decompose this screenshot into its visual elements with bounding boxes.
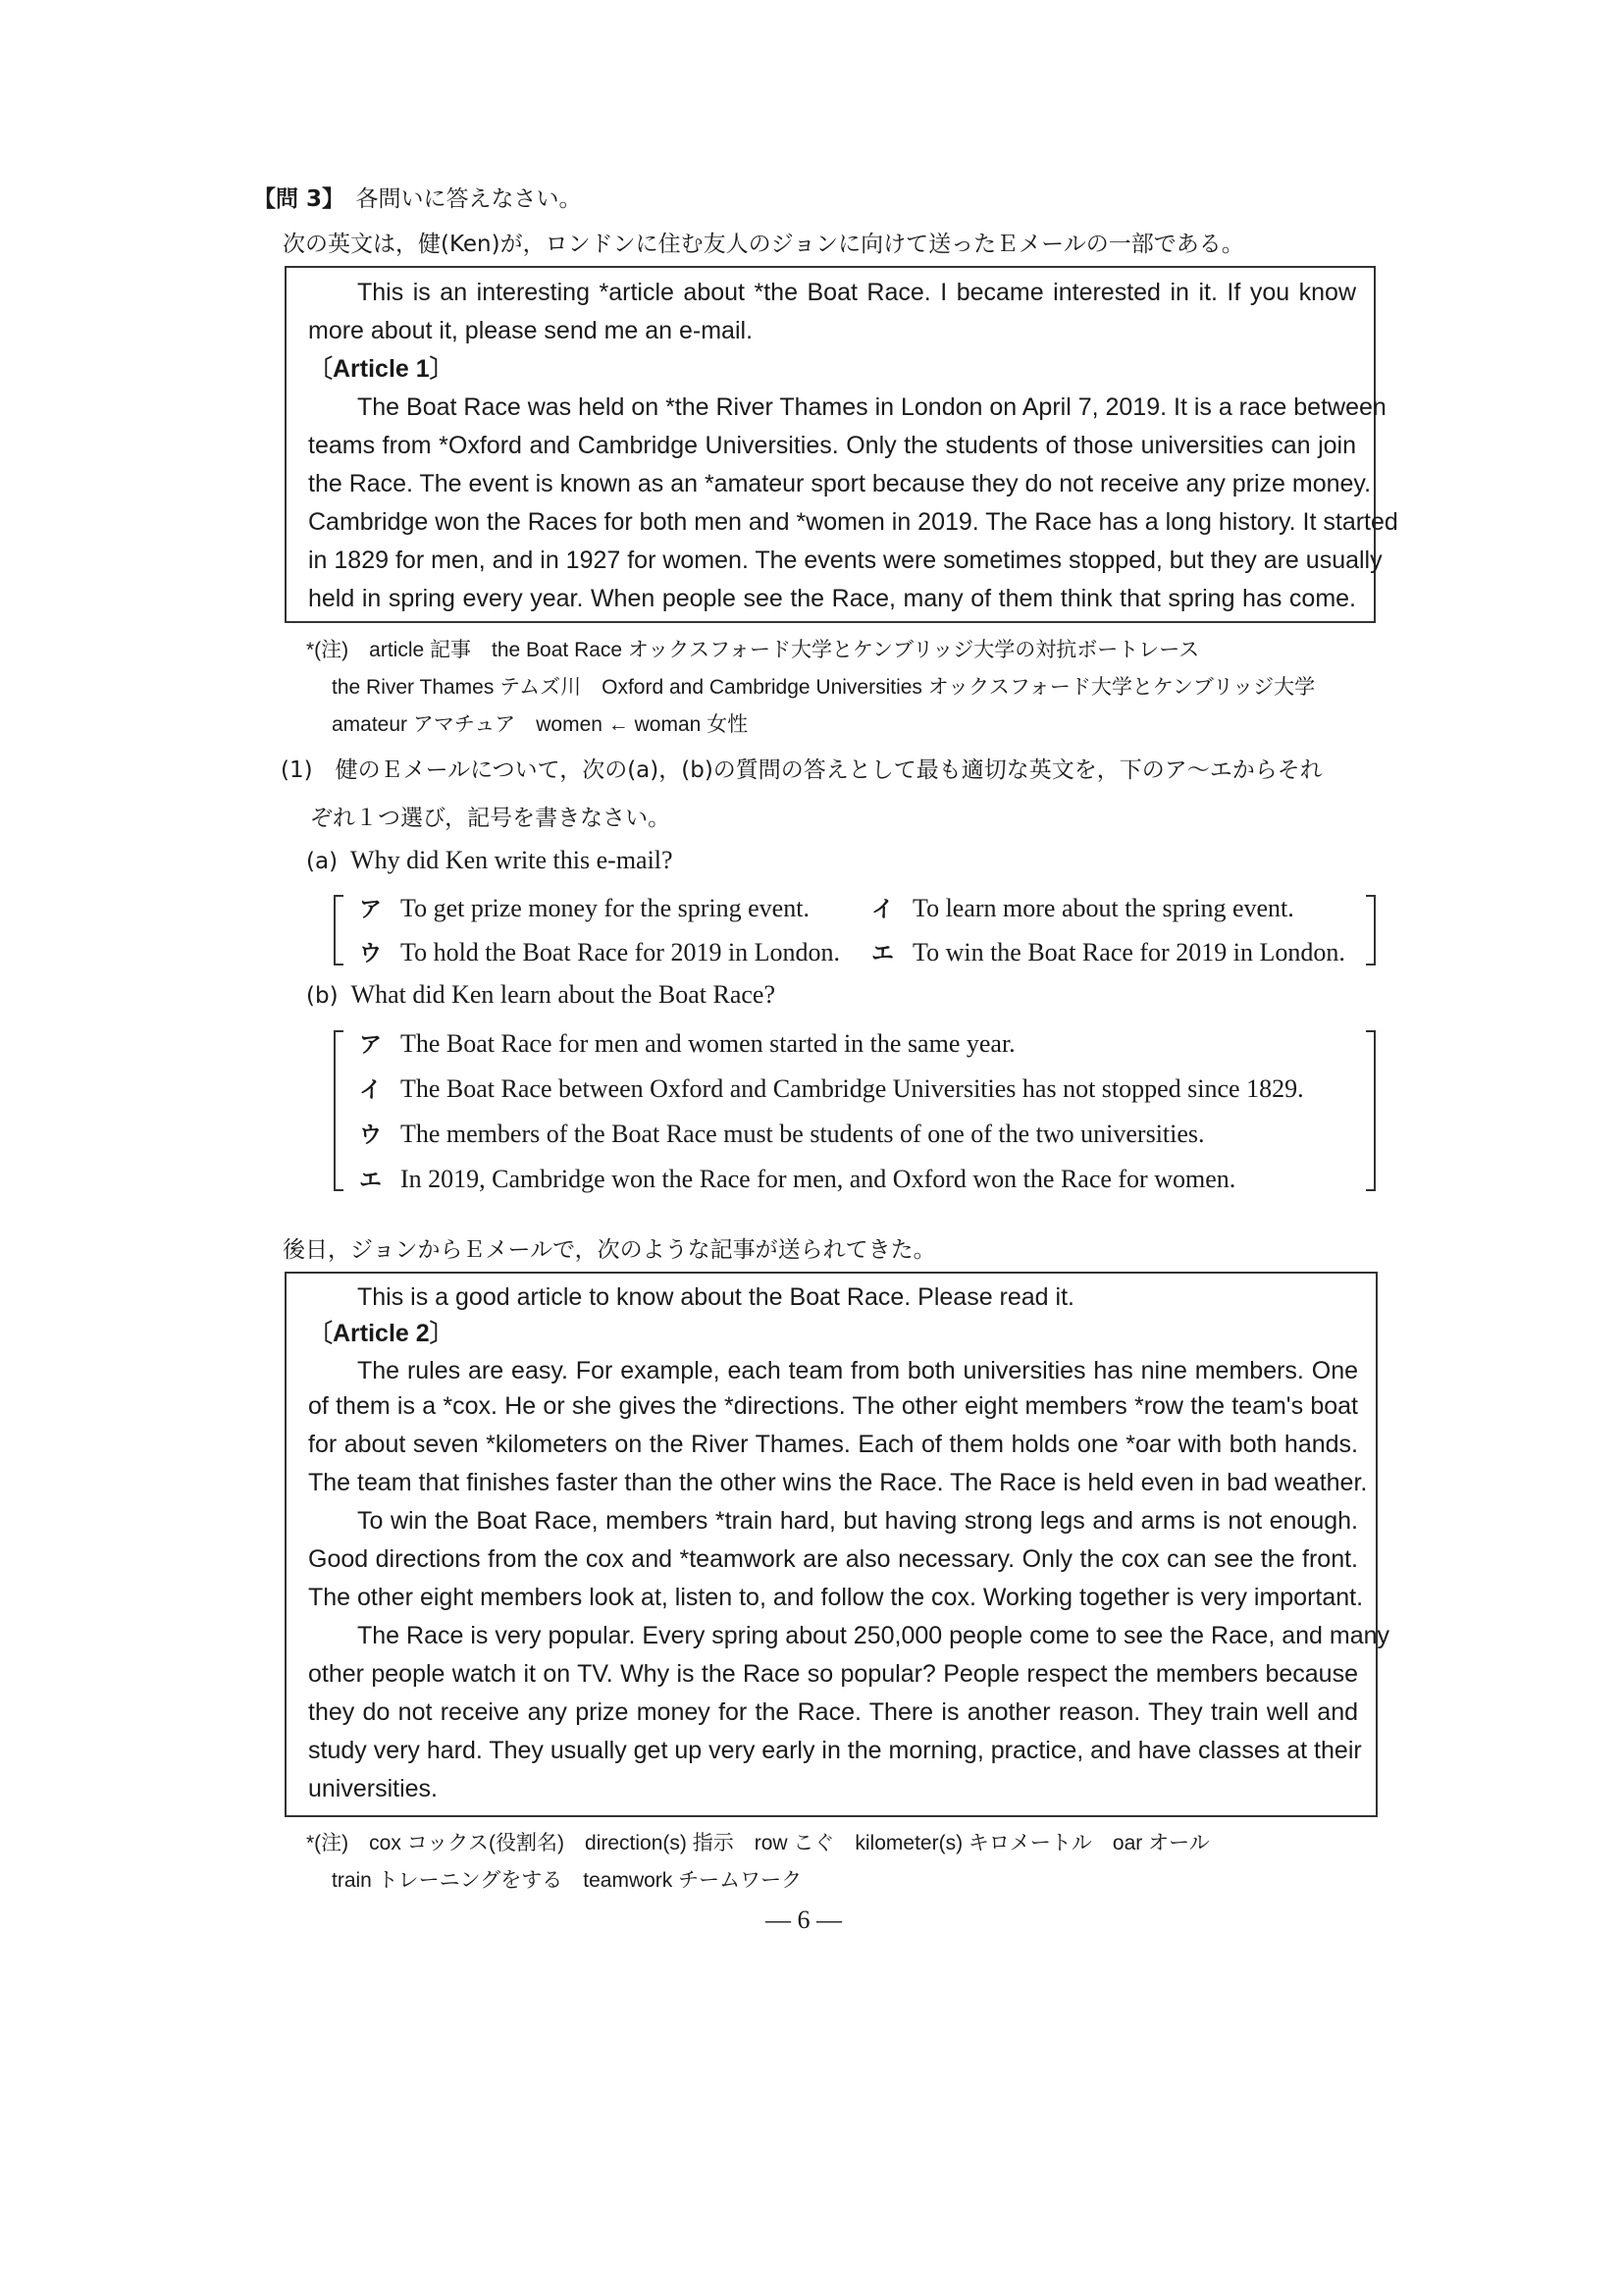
option-a-i (871, 891, 1294, 923)
footnote-line: *(注) article 記事 the Boat Race オックスフォード大学とケンブリッジ大学の対抗ボートレース (306, 639, 1200, 661)
option-key: エ (359, 1168, 382, 1193)
article-2-box (285, 1272, 1390, 1817)
option-text: The members of the Boat Race must be students of one of the two universities. (400, 1120, 1205, 1148)
option-text: To learn more about the spring event. (913, 894, 1294, 922)
box1-line: the Race. The event is known as an *amateur sport because they do not receive any prize money. (308, 470, 1372, 497)
option-key: ウ (359, 941, 382, 966)
box2-line: The Race is very popular. Every spring about 250,000 people come to see the Race, and many (357, 1622, 1390, 1649)
article-1-title: 〔Article 1〕 (308, 355, 454, 383)
box1-line: more about it, please send me an e-mail. (308, 317, 754, 344)
footnote-line: train トレーニングをする teamwork チームワーク (332, 1869, 803, 1892)
article-2-title: 〔Article 2〕 (308, 1320, 454, 1347)
box2-line: The other eight members look at, listen to, and follow the cox. Working together is very important. (308, 1584, 1364, 1611)
intro-text: 次の英文は，健(Ken)が，ロンドンに住む友人のジョンに向けて送ったＥメールの一部である。 (283, 232, 1244, 257)
box2-line: for about seven *kilometers on the River Thames. Each of them holds one *oar with both hands. (308, 1431, 1358, 1458)
option-text: To get prize money for the spring event. (400, 894, 810, 922)
later-text: 後日，ジョンからＥメールで，次のような記事が送られてきた。 (283, 1237, 936, 1263)
footnote-line: amateur アマチュア women ← woman 女性 (332, 713, 749, 736)
option-b-u (359, 1117, 1205, 1149)
footnote-line: *(注) cox コックス(役割名) direction(s) 指示 row こぐ kilometer(s) キロメートル oar オール (306, 1832, 1210, 1854)
box2-line: This is a good article to know about the Boat Race. Please read it. (357, 1283, 1074, 1311)
box2-line: To win the Boat Race, members *train hard, but having strong legs and arms is not enough. (357, 1507, 1358, 1535)
option-b-a (359, 1026, 1016, 1059)
option-b-e (359, 1162, 1235, 1194)
option-text: In 2019, Cambridge won the Race for men, and Oxford won the Race for women. (400, 1165, 1236, 1193)
question-1-label: (1) (281, 757, 313, 783)
question-a (306, 846, 673, 875)
question-b (306, 980, 775, 1010)
option-a-e (871, 935, 1345, 967)
question-heading (253, 181, 582, 213)
option-key: イ (871, 897, 894, 922)
page-number: — 6 — (765, 1905, 842, 1934)
bracket-left (334, 1030, 343, 1191)
question-b-text: What did Ken learn about the Boat Race? (350, 980, 775, 1009)
box1-line: Cambridge won the Races for both men and *women in 2019. The Race has a long history. It started (308, 508, 1398, 536)
article-1-box (285, 266, 1398, 623)
box2-line: The team that finishes faster than the other wins the Race. The Race is held even in bad weather. (308, 1469, 1368, 1496)
option-key: ア (359, 1032, 382, 1058)
bracket-right (1366, 895, 1376, 965)
question-1-line2: ぞれ１つ選び，記号を書きなさい。 (310, 806, 671, 831)
box1-line: held in spring every year. When people see the Race, many of them think that spring has come. (308, 585, 1356, 612)
option-text: The Boat Race for men and women started in the same year. (400, 1029, 1016, 1058)
bracket-right (1366, 1030, 1376, 1191)
box2-line: of them is a *cox. He or she gives the *directions. The other eight members *row the team's boat (308, 1392, 1358, 1420)
option-key: ア (359, 897, 382, 922)
question-a-label: (a) (306, 849, 339, 874)
option-key: イ (359, 1077, 382, 1103)
footnote-line: the River Thames テムズ川 Oxford and Cambridge Universities オックスフォード大学とケンブリッジ大学 (332, 676, 1316, 699)
box1-line: teams from *Oxford and Cambridge Universities. Only the students of those universities can join (308, 432, 1356, 459)
question-b-label: (b) (306, 983, 339, 1009)
option-a-u (359, 935, 840, 967)
bracket-left (334, 895, 343, 965)
option-text: To win the Boat Race for 2019 in London. (913, 938, 1345, 966)
box2-line: they do not receive any prize money for the Race. There is another reason. They train well and (308, 1698, 1358, 1726)
option-a-a (359, 891, 810, 923)
question-1-text: 健のＥメールについて，次の(a)，(b)の質問の答えとして最も適切な英文を，下のア～エからそれ (335, 757, 1323, 783)
option-b-i (359, 1071, 1304, 1104)
box1-line: This is an interesting *article about *the Boat Race. I became interested in it. If you know (357, 279, 1356, 306)
box2-line: study very hard. They usually get up very early in the morning, practice, and have classes at their (308, 1737, 1362, 1764)
box2-line: universities. (308, 1775, 438, 1802)
question-1-line1 (281, 752, 1323, 784)
box1-line: in 1829 for men, and in 1927 for women. The events were sometimes stopped, but they are usually (308, 547, 1383, 574)
option-key: エ (871, 941, 894, 966)
question-a-text: Why did Ken write this e-mail? (350, 846, 673, 874)
option-text: The Boat Race between Oxford and Cambridge Universities has not stopped since 1829. (400, 1074, 1304, 1103)
box1-line: The Boat Race was held on *the River Thames in London on April 7, 2019. It is a race between (357, 393, 1387, 421)
option-key: ウ (359, 1122, 382, 1148)
question-instruction: 各問いに答えなさい。 (355, 186, 582, 212)
box2-line: other people watch it on TV. Why is the Race so popular? People respect the members because (308, 1660, 1358, 1688)
question-number: 【問 3】 (253, 186, 334, 212)
box2-line: The rules are easy. For example, each team from both universities has nine members. One (357, 1357, 1358, 1384)
option-text: To hold the Boat Race for 2019 in London. (400, 938, 841, 966)
box2-line: Good directions from the cox and *teamwork are also necessary. Only the cox can see the front. (308, 1545, 1358, 1573)
